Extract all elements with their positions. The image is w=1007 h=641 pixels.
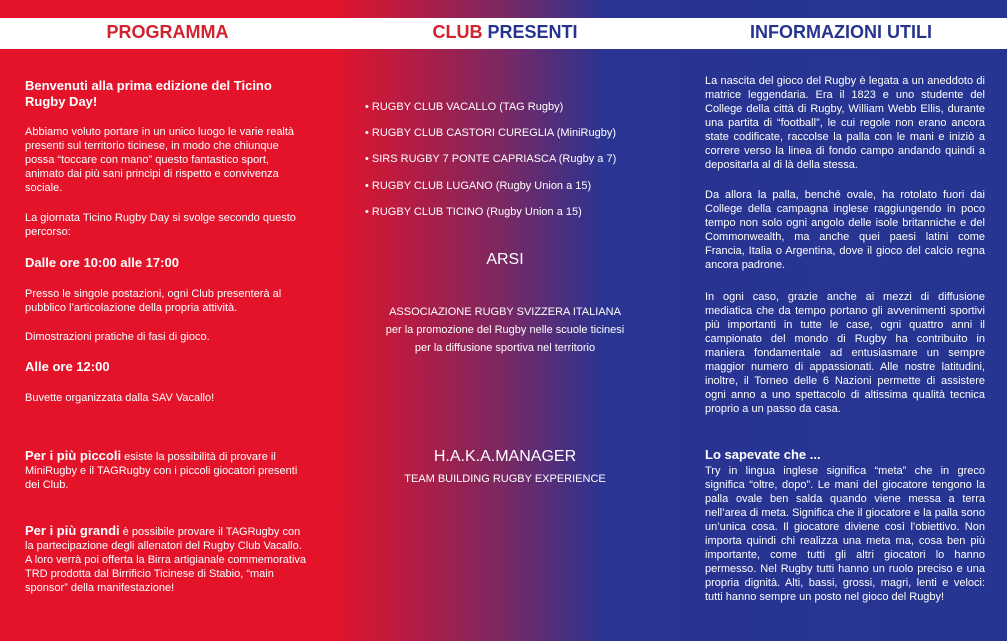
arsi-title: ARSI xyxy=(486,251,524,268)
heading-club-presenti xyxy=(335,22,675,43)
programma-title: Benvenuti alla prima edizione del Ticino Rugby Day! xyxy=(25,78,272,109)
programma-percorso: La giornata Ticino Rugby Day si svolge secondo questo percorso: xyxy=(25,212,296,238)
arsi-line-3: per la diffusione sportiva nel territorio xyxy=(414,342,596,354)
grandi-text-2: la partecipazione degli allenatori del Rugby Club Vacallo. A loro verrà poi offerta la Birra artigianale commemorativa TRD prodotta dal Birrificio Ticinese di Stabio, “main sponsor” della manifestazione! xyxy=(25,540,307,594)
piccoli-paragraph xyxy=(25,449,300,492)
grandi-text-1: è possibile provare il TAGRugby con xyxy=(119,526,301,538)
arsi-line-1: ASSOCIAZIONE RUGBY SVIZZERA ITALIANA xyxy=(389,306,621,318)
orario-10-17: Dalle ore 10:00 alle 17:00 xyxy=(25,255,179,270)
heading-programma: PROGRAMMA xyxy=(106,22,229,42)
buvette-text: Buvette organizzata dalla SAV Vacallo! xyxy=(25,392,215,404)
club-item: • RUGBY CLUB LUGANO (Rugby Union a 15) xyxy=(365,180,592,192)
info-paragraph-1: La nascita del gioco del Rugby è legata a un aneddoto di matrice leggendaria. Era il 1823 e uno studente del College della città di Rugby, William Webb Ellis, durante una partita di “football”, le cui regole non erano ancora state codificate, raccolse la palla con le mani e iniziò a correre verso la linea di fondo campo andando quindi a depositarla al di là della stessa. xyxy=(705,75,985,171)
club-item: • RUGBY CLUB TICINO (Rugby Union a 15) xyxy=(365,206,582,218)
piccoli-bold: Per i più piccoli xyxy=(25,448,122,463)
grandi-paragraph xyxy=(25,524,310,595)
haka-title: H.A.K.A.MANAGER xyxy=(433,448,577,465)
programma-intro: Abbiamo voluto portare in un unico luogo le varie realtà presenti sul territorio ticinese, in modo che chiunque possa “toccare con mano” questo fantastico sport, animato dai più sani principi di rispetto e convivenza sociale. xyxy=(25,126,295,194)
orario-10-17-text: Presso le singole postazioni, ogni Club presenterà al pubblico l’articolazione della propria attività. xyxy=(25,288,282,314)
club-item: • RUGBY CLUB CASTORI CUREGLIA (MiniRugby) xyxy=(365,127,617,139)
heading-informazioni-utili: INFORMAZIONI UTILI xyxy=(750,22,932,42)
piccoli-text: esiste la possibilità di provare il MiniRugby e il TAGRugby con i piccoli giocatori presenti dei Club. xyxy=(25,451,298,491)
info-paragraph-4: Try in lingua inglese significa “meta” che in greco significa “oltre, dopo”. Le mani del giocatore tengono la palla ovale ben salda quando viene messa a terra nell’area di meta. Significa che il giocatore e la palla sono un’unica cosa. Il giocatore diviene così l’obiettivo. Non importa quindi chi realizza una meta ma, cosa ben più importante, come tutti gli altri giocatori lo hanno permesso. Nel Rugby tutti hanno un ruolo preciso e una propria dignità. Alti, bassi, grossi, magri, lenti e veloci: tutti hanno sempre un posto nel gioco del Rugby! xyxy=(705,465,985,603)
info-paragraph-3: In ogni caso, grazie anche ai mezzi di diffusione mediatica che da tempo portano gli avvenimenti sportivi più importanti in tutte le case, ogni quattro anni il campionato del mondo di Rugby ha contribuito in maniera fondamentale ad entusiasmare un sempre maggior numero di appassionati. Alle nostre latitudini, inoltre, il Torneo delle 6 Nazioni permette di assistere ogni anno a uno spettacolo di altissima qualità tecnica proprio a un passo da casa. xyxy=(705,291,985,415)
heading-club-word: CLUB xyxy=(432,22,483,42)
haka-subtitle: TEAM BUILDING RUGBY EXPERIENCE xyxy=(404,473,606,485)
dimostrazioni-text: Dimostrazioni pratiche di fasi di gioco. xyxy=(25,331,210,343)
grandi-bold: Per i più grandi xyxy=(25,523,120,538)
orario-12: Alle ore 12:00 xyxy=(25,359,110,374)
lo-sapevate-title: Lo sapevate che ... xyxy=(705,447,821,462)
heading-presenti-word: PRESENTI xyxy=(487,22,578,42)
info-paragraph-2: Da allora la palla, benché ovale, ha rotolato fuori dai College della campagna inglese raggiungendo in poco tempo non solo ogni angolo delle isole britanniche e del Commonwealth, ma anche quei paesi latini come Francia, Italia o Argentina, dove il gioco del calcio regna ancora padrone. xyxy=(705,189,985,271)
club-item: • RUGBY CLUB VACALLO (TAG Rugby) xyxy=(365,101,564,113)
club-item: • SIRS RUGBY 7 PONTE CAPRIASCA (Rugby a 7) xyxy=(365,153,617,165)
arsi-line-2: per la promozione del Rugby nelle scuole ticinesi xyxy=(385,324,625,336)
